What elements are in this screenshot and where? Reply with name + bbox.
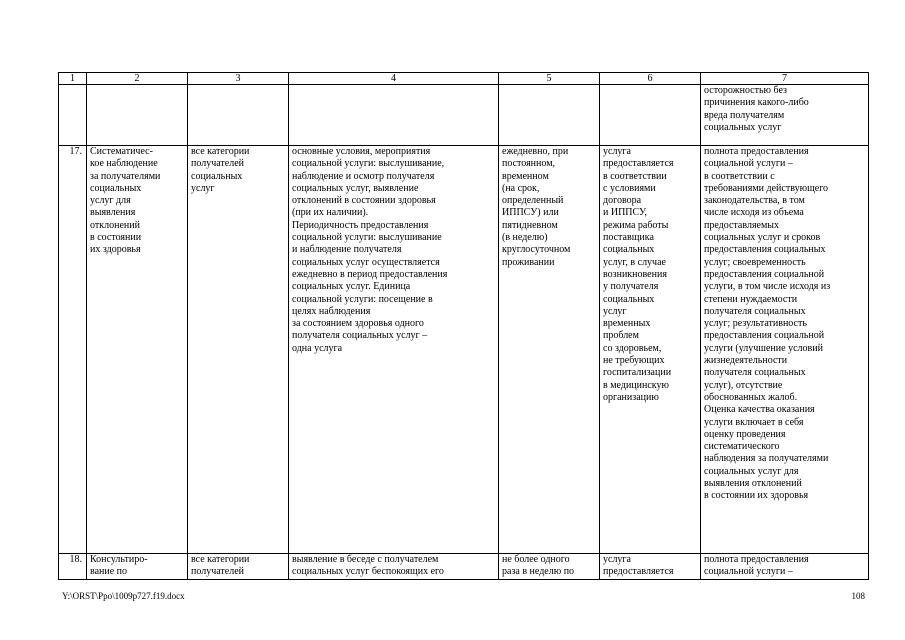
recipient-category-cell: все категории получателей социальных услуг bbox=[188, 146, 289, 554]
page-number: 108 bbox=[851, 591, 865, 601]
table-row bbox=[59, 146, 869, 554]
service-timing-cell: не более одного раза в неделю по bbox=[499, 554, 600, 580]
table-header-row bbox=[59, 73, 869, 85]
recipient-category-cell: все категории получателей bbox=[188, 554, 289, 580]
service-conditions-cell: выявление в беседе с получателем социальных услуг беспокоящих его bbox=[289, 554, 499, 580]
quality-criteria-cell: полнота предоставления социальной услуги – в соответствии с требованиями действующего законодательства, в том числе исходя из объема предоставляемых социальных услуг и сроков предоставления социальных услуг; своевременность предоставления социальной услуги, в том числе исходя из степени нуждаемости получателя социальных услуг; результативность предоставления социальной услуги (улучшение условий жизнедеятельности получателя социальных услуг), отсутствие обоснованных жалоб. Оценка качества оказания услуги включает в себя оценку проведения систематического наблюдения за получателями социальных услуг для выявления отклонений в состоянии их здоровья bbox=[701, 146, 869, 554]
column-header: 1 bbox=[59, 73, 87, 85]
service-conditions-cell bbox=[289, 85, 499, 146]
column-header: 5 bbox=[499, 73, 600, 85]
row-number-cell: 18. bbox=[59, 554, 87, 580]
service-conditions-cell: основные условия, мероприятия социальной услуги: выслушивание, наблюдение и осмотр получателя социальных услуг, выявление отклонений в состоянии здоровья (при их наличии). Периодичность предоставления социальной услуги: выслушивание и наблюдение получателя социальных услуг осуществляется ежедневно в период предоставления социальных услуг. Единица социальной услуги: посещение в целях наблюдения за состоянием здоровья одного получателя социальных услуг – одна услуга bbox=[289, 146, 499, 554]
provision-terms-cell: услуга предоставляется bbox=[600, 554, 701, 580]
provision-terms-cell bbox=[600, 85, 701, 146]
table-row-continued bbox=[59, 85, 869, 146]
service-name-cell bbox=[87, 85, 188, 146]
column-header: 4 bbox=[289, 73, 499, 85]
table-row bbox=[59, 554, 869, 580]
column-header: 3 bbox=[188, 73, 289, 85]
row-number-cell bbox=[59, 85, 87, 146]
provision-terms-cell: услуга предоставляется в соответствии с условиями договора и ИППСУ, режима работы поставщика социальных услуг, в случае возникновения у получателя социальных услуг временных проблем со здоровьем, не требующих госпитализации в медицинскую организацию bbox=[600, 146, 701, 554]
column-header: 7 bbox=[701, 73, 869, 85]
quality-criteria-cell: осторожностью без причинения какого-либо вреда получателям социальных услуг bbox=[701, 85, 869, 146]
services-table bbox=[58, 72, 869, 580]
row-number-cell: 17. bbox=[59, 146, 87, 554]
service-timing-cell bbox=[499, 85, 600, 146]
service-timing-cell: ежедневно, при постоянном, временном (на срок, определенный ИППСУ) или пятидневном (в неделю) круглосуточном проживании bbox=[499, 146, 600, 554]
footer-file-path: Y:\ORST\Ppo\1009p727.f19.docx bbox=[62, 591, 185, 601]
column-header: 6 bbox=[600, 73, 701, 85]
service-name-cell: Консультиро- вание по bbox=[87, 554, 188, 580]
recipient-category-cell bbox=[188, 85, 289, 146]
column-header: 2 bbox=[87, 73, 188, 85]
quality-criteria-cell: полнота предоставления социальной услуги – bbox=[701, 554, 869, 580]
service-name-cell: Систематичес- кое наблюдение за получателями социальных услуг для выявления отклонений в состоянии их здоровья bbox=[87, 146, 188, 554]
